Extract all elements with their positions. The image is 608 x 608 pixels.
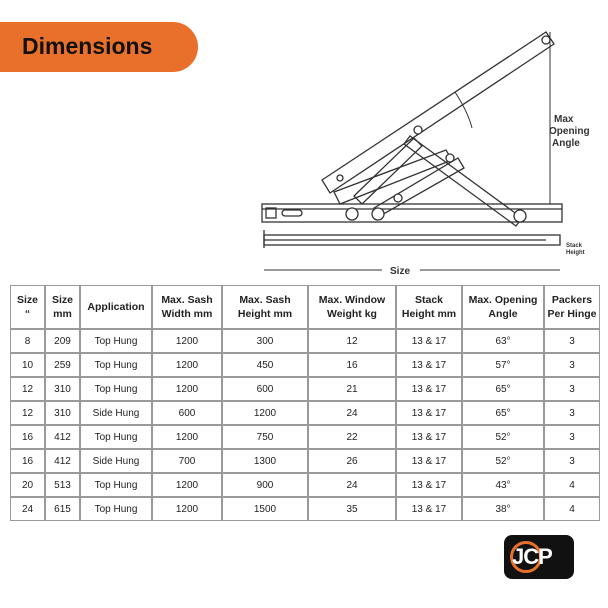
angle-label-3: Angle [552,138,580,149]
table-cell: 26 [308,449,396,473]
table-cell: 12 [308,329,396,353]
table-cell: 52° [462,425,544,449]
table-cell: 310 [45,377,80,401]
table-cell: 16 [10,449,45,473]
table-cell: 13 & 17 [396,425,462,449]
rivet [414,126,422,134]
table-cell: 3 [544,401,600,425]
cross-arm-2 [404,136,522,226]
table-cell: 615 [45,497,80,521]
table-row [10,497,600,521]
table-cell: 21 [308,377,396,401]
col-packers: Packers Per Hinge [544,285,600,329]
col-stack-height: Stack Height mm [396,285,462,329]
table-cell: 8 [10,329,45,353]
table-cell: 4 [544,473,600,497]
angle-label-1: Max [554,114,574,125]
col-size-inch: Size “ [10,285,45,329]
table-cell: 750 [222,425,308,449]
table-cell: 3 [544,329,600,353]
table-cell: 65° [462,377,544,401]
stack-label-2: Height [566,250,585,256]
rivet [394,194,402,202]
table-cell: 3 [544,353,600,377]
col-sash-width: Max. Sash Width mm [152,285,222,329]
rivet [346,208,358,220]
table-cell: 24 [308,401,396,425]
table-cell: 13 & 17 [396,377,462,401]
table-cell: Side Hung [80,449,152,473]
table-cell: Top Hung [80,473,152,497]
table-cell: Top Hung [80,353,152,377]
table-cell: 259 [45,353,80,377]
table-cell: Side Hung [80,401,152,425]
hinge-diagram [250,18,590,280]
rivet [337,175,343,181]
table-cell: 1200 [152,329,222,353]
table-row [10,449,600,473]
stack-label-1: Stack [566,243,583,249]
table-cell: 63° [462,329,544,353]
table-cell: 513 [45,473,80,497]
table-cell: 700 [152,449,222,473]
table-cell: 600 [222,377,308,401]
table-cell: 412 [45,449,80,473]
table-cell: 57° [462,353,544,377]
angle-arc [455,92,472,128]
table-cell: 65° [462,401,544,425]
cross-arm-4 [374,158,464,216]
jcp-logo [504,535,574,579]
rivet [372,208,384,220]
table-cell: 20 [10,473,45,497]
table-row [10,329,600,353]
table-body [10,329,600,521]
angle-label-2: Opening [549,126,590,137]
table-row [10,473,600,497]
table-cell: 38° [462,497,544,521]
table-cell: 450 [222,353,308,377]
table-cell: 4 [544,497,600,521]
table-cell: 1200 [152,473,222,497]
table-cell: 24 [308,473,396,497]
table-cell: 12 [10,377,45,401]
table-cell: 24 [10,497,45,521]
table-cell: 1200 [152,425,222,449]
rivet [542,36,550,44]
rivet [514,210,526,222]
table-cell: 16 [308,353,396,377]
table-cell: 13 & 17 [396,401,462,425]
table-cell: 13 & 17 [396,449,462,473]
table-cell: 1200 [152,377,222,401]
table-cell: 3 [544,377,600,401]
table-cell: 13 & 17 [396,497,462,521]
table-cell: 35 [308,497,396,521]
table-cell: 16 [10,425,45,449]
hinge-rivets [337,36,550,222]
table-cell: 12 [10,401,45,425]
table-row [10,425,600,449]
table-cell: 43° [462,473,544,497]
size-label: Size [390,266,411,277]
table-row [10,401,600,425]
dimensions-table [10,285,600,521]
table-cell: 1300 [222,449,308,473]
table-header-row [10,285,600,329]
table-cell: 600 [152,401,222,425]
rivet [446,154,454,162]
table-cell: 22 [308,425,396,449]
col-window-weight: Max. Window Weight kg [308,285,396,329]
table-cell: Top Hung [80,329,152,353]
col-application: Application [80,285,152,329]
col-sash-height: Max. Sash Height mm [222,285,308,329]
table-cell: Top Hung [80,497,152,521]
hinge-drawing [250,18,590,280]
table-cell: Top Hung [80,377,152,401]
table-cell: 1200 [152,353,222,377]
table-row [10,353,600,377]
table-cell: 13 & 17 [396,353,462,377]
table-cell: 900 [222,473,308,497]
table-cell: 1500 [222,497,308,521]
table-cell: 13 & 17 [396,473,462,497]
col-opening-angle: Max. Opening Angle [462,285,544,329]
table-cell: 412 [45,425,80,449]
table-cell: 52° [462,449,544,473]
table-row [10,377,600,401]
logo-text: JCP [512,544,552,569]
table-cell: 300 [222,329,308,353]
table-cell: 310 [45,401,80,425]
table-cell: 1200 [152,497,222,521]
dimensions-banner [0,22,198,72]
table-cell: Top Hung [80,425,152,449]
table-cell: 209 [45,329,80,353]
banner-title: Dimensions [22,33,153,59]
table-cell: 3 [544,449,600,473]
table-cell: 13 & 17 [396,329,462,353]
table-cell: 1200 [222,401,308,425]
base-slot-2 [282,210,302,216]
table-cell: 3 [544,425,600,449]
col-size-mm: Size mm [45,285,80,329]
table-cell: 10 [10,353,45,377]
